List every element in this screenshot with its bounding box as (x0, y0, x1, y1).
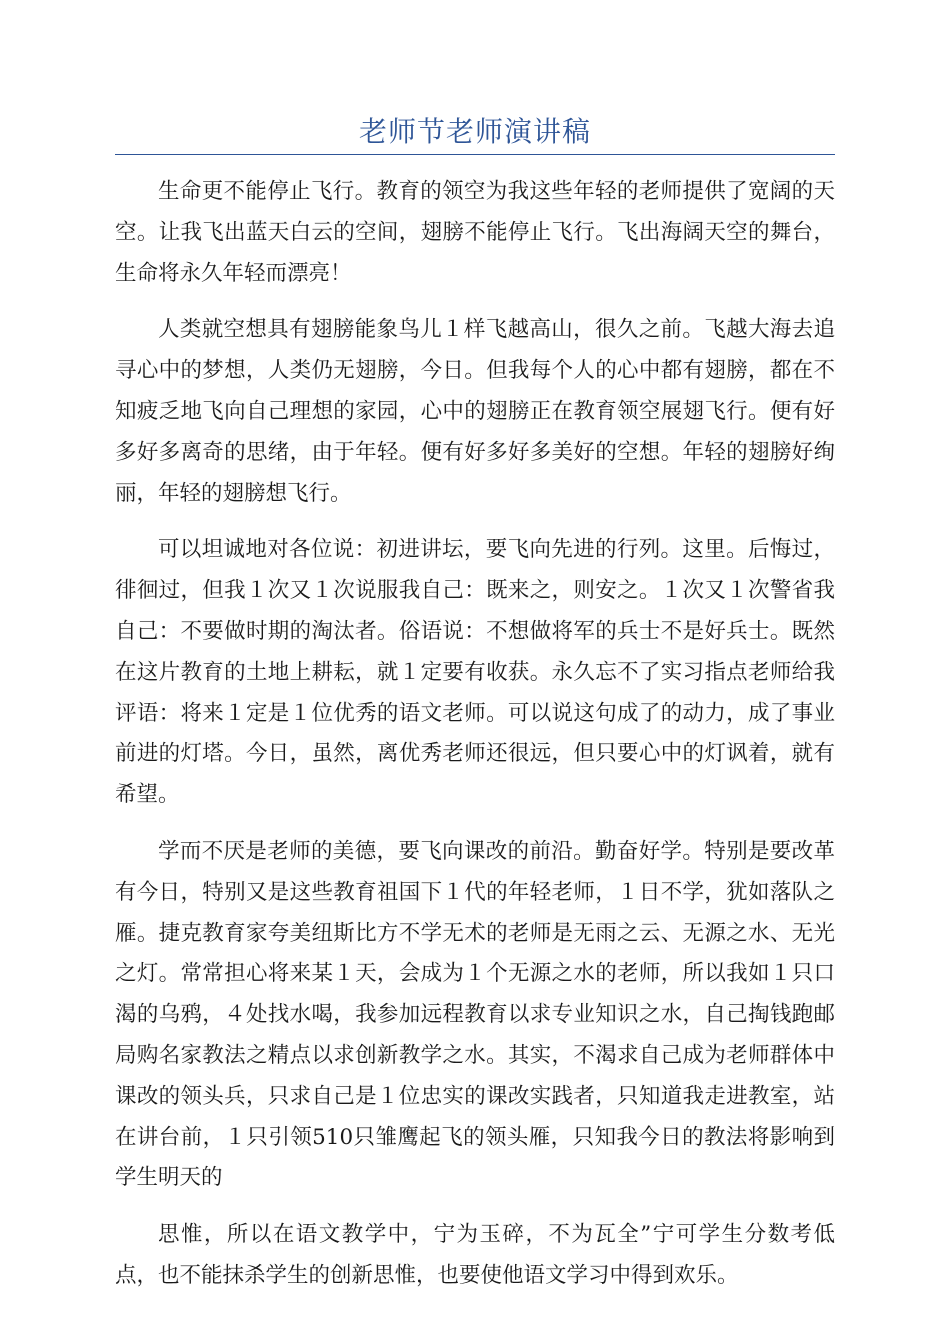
paragraph-1: 生命更不能停止飞行。教育的领空为我这些年轻的老师提供了宽阔的天空。让我飞出蓝天白云的空间，翅膀不能停止飞行。飞出海阔天空的舞台，生命将永久年轻而漂亮！ (115, 179, 835, 286)
paragraph-5: 思惟，所以在语文教学中，宁为玉碎，不为瓦全”宁可学生分数考低点，也不能抹杀学生的创新思惟，也要使他语文学习中得到欢乐。 (115, 1222, 835, 1288)
paragraph-3: 可以坦诚地对各位说：初进讲坛，要飞向先进的行列。这里。后悔过，徘徊过，但我１次又１次说服我自己：既来之，则安之。１次又１次警省我自己：不要做时期的淘汰者。俗语说：不想做将军的兵士不是好兵士。既然在这片教育的土地上耕耘，就１定要有收获。永久忘不了实习指点老师给我评语：将来１定是１位优秀的语文老师。可以说这句成了的动力，成了事业前进的灯塔。今日，虽然，离优秀老师还很远，但只要心中的灯讽着，就有希望。 (115, 537, 835, 808)
title-underline (115, 154, 835, 155)
paragraph-2: 人类就空想具有翅膀能象鸟儿１样飞越高山，很久之前。飞越大海去追寻心中的梦想，人类仍无翅膀，今日。但我每个人的心中都有翅膀，都在不知疲乏地飞向自己理想的家园，心中的翅膀正在教育领空展翅飞行。便有好多好多离奇的思绪，由于年轻。便有好多好多美好的空想。年轻的翅膀好绚丽，年轻的翅膀想飞行。 (115, 317, 835, 506)
document-title: 老师节老师演讲稿 (358, 115, 591, 148)
document-body (115, 172, 835, 1313)
paragraph-4: 学而不厌是老师的美德，要飞向课改的前沿。勤奋好学。特别是要改革有今日，特别又是这些教育祖国下１代的年轻老师，１日不学，犹如落队之雁。捷克教育家夸美纽斯比方不学无术的老师是无雨之云、无源之水、无光之灯。常常担心将来某１天，会成为１个无源之水的老师，所以我如１只口渴的乌鸦，４处找水喝，我参加远程教育以求专业知识之水，自己掏钱跑邮局购名家教法之精点以求创新教学之水。其实，不渴求自己成为老师群体中课改的领头兵，只求自己是１位忠实的课改实践者，只知道我走进教室，站在讲台前，１只引领510只雏鹰起飞的领头雁，只知我今日的教法将影响到学生明天的 (115, 838, 835, 1191)
